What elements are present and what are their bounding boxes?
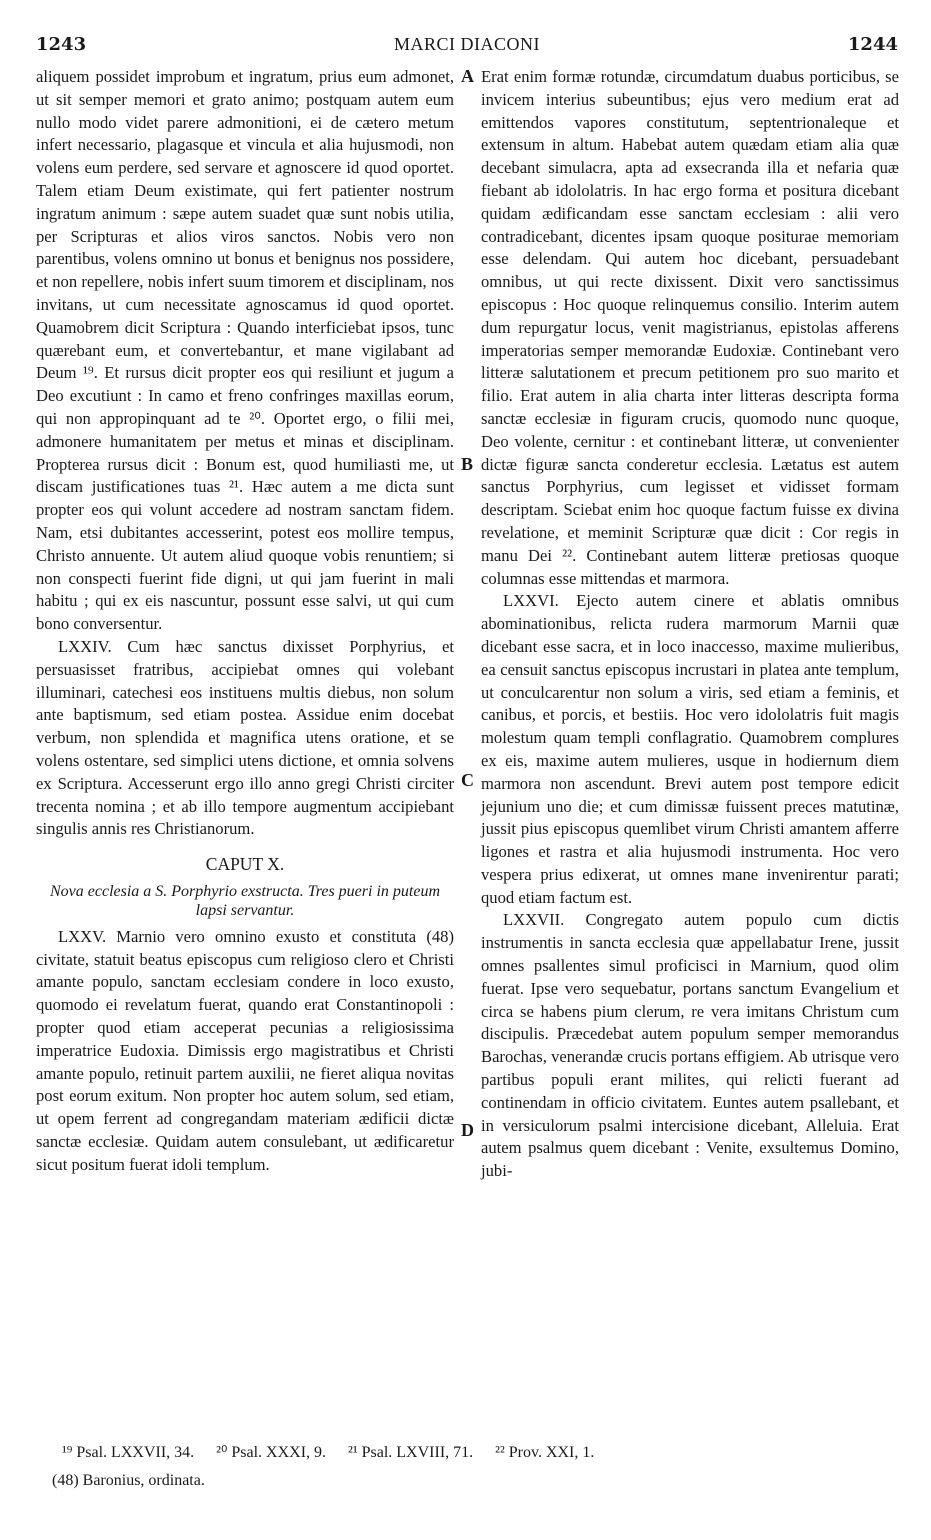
paragraph: LXXIV. Cum hæc sanctus dixisset Porphyrius, et persuasisset fratribus, accipiebat omnes qui volebant illuminari, catechesi eos instituens multis diebus, non solum ante baptismum, sed etiam postea. Assidue enim docebat verbum, non splendida et magnifica utens oratione, et se volens ostentare, sed simplici utens dictione, et omnia solvens ex Scriptura. Accesserunt ergo illo anno gregi Christi circiter trecenta nomina ; et ab illo tempore augmentum accipiebant singulis annis res Christianorum. bbox=[36, 636, 454, 839]
footnote-20: ²⁰ Psal. XXXI, 9. bbox=[216, 1444, 327, 1461]
footnotes bbox=[62, 1442, 612, 1470]
margin-letter-c: C bbox=[461, 770, 474, 790]
editor-note-48: (48) Baronius, ordinata. bbox=[52, 1472, 205, 1489]
footnote-22: ²² Prov. XXI, 1. bbox=[495, 1444, 595, 1461]
page-number-right: 1244 bbox=[847, 34, 898, 55]
footnote-21: ²¹ Psal. LXVIII, 71. bbox=[348, 1444, 474, 1461]
paragraph: LXXV. Marnio vero omnino exusto et constituta (48) civitate, statuit beatus episcopus cum religioso clero et Christi amante populo, sanctam ecclesiam condere in loco exusto, quomodo ei revelatum fuerat, quando erat Constantinopoli : propter quod etiam acceperat pecunias a religiosissima imperatrice Eudoxia. Dimissis ergo magistratibus et Christi amante populo, retinuit partem auxilii, ne fieret aliqua novitas post eorum exitum. Non propter hoc autem solum, sed etiam, ut opem ferrent ad congregandam materiam ædificii dictæ sanctæ ecclesiæ. Quidam autem consulebant, ut ædificaretur sicut positum fuerat idoli templum. bbox=[36, 926, 454, 1174]
chapter-summary: Nova ecclesia a S. Porphyrio exstructa. Tres pueri in puteum lapsi servantur. bbox=[49, 882, 440, 919]
left-column bbox=[36, 66, 454, 1177]
paragraph: LXXVI. Ejecto autem cinere et ablatis omnibus abominationibus, relicta rudera marmorum Marnii quæ dicebant esse sacra, et in loco inaccesso, maxime mulieribus, ea censuit sanctus episcopus incrustari in platea ante templum, ut conculcarentur non solum a viris, sed etiam a feminis, et canibus, et porcis, et bestiis. Hoc vero idololatris fuit magis molestum quam templi conflagratio. Quamobrem complures ex eis, maxime autem mulieres, usque in hodiernum diem marmora non ascendunt. Brevi autem post tempore edicit jejunium uno die; et cum dimissæ fuissent preces matutinæ, jussit pius episcopus quemlibet virum Christi amantem afferre ligones et rastra et alia hujusmodi instrumenta. Hoc vero vespera prius edixerat, ut omnes mane invenirentur parati; quod etiam factum est. bbox=[481, 591, 899, 907]
right-column bbox=[481, 66, 899, 1183]
chapter-heading: CAPUT X. bbox=[205, 854, 285, 875]
paragraph: LXXVII. Congregato autem populo cum dictis instrumentis in sancta ecclesia quæ appellabatur Irene, jussit omnes psallentes simul proficisci in Marnium, quod olim fuerat. Ipse vero sequebatur, portans sanctum Evangelium et circa se habens pium clerum, re vera imitans Christum cum discipulis. Præcedebat autem populum semper memorandus Barochas, venerandæ crucis portans effigiem. Ab utrisque vero partibus populi erant milites, qui relicti fuerant ad continendam in officio civitatem. Euntes autem psallebant, et in versiculorum psalmi intercisione dicebant, Alleluia. Erat autem psalmus quem dicebant : Venite, exsultemus Domino, jubi- bbox=[481, 910, 899, 1181]
margin-letter-b: B bbox=[461, 454, 474, 474]
running-title: MARCI DIACONI bbox=[394, 34, 540, 54]
margin-letter-d: D bbox=[461, 1120, 474, 1140]
page-number-left: 1243 bbox=[36, 34, 87, 55]
footnote-line bbox=[62, 1442, 612, 1462]
page-header bbox=[36, 34, 898, 58]
margin-letter-a: A bbox=[461, 66, 474, 86]
paragraph: aliquem possidet improbum et ingratum, prius eum admonet, ut sit semper memori et grato animo; postquam autem eum nullo modo videt parere admonitioni, ei de cætero metum infert necessario, plagasque et vincula et alia hujusmodi, non volens eum perdere, sed servare et agnoscere id quod oportet. Talem etiam Deum existimate, qui fert patienter nostrum ingratum animum : sæpe autem suadet quæ sunt nobis utilia, per Scripturas et alios viros sanctos. Nobis vero non parentibus, volens omnino ut bonus et benignus nos possidere, et non repellere, nobis infert suum timorem et disciplinam, nos invitans, ut cum necessitate agnoscamus id quod oportet. Quamobrem dicit Scriptura : Quando interficiebat ipsos, tunc quærebant eum, et convertebantur, et mane vigilabant ad Deum ¹⁹. Et rursus dicit propter eos qui resiliunt et jugum a Deo excutiunt : In camo et freno confringes maxillas eorum, qui non appropinquant ad te ²⁰. Oportet ergo, o filii mei, admonere humanitatem per metus et minas et disciplinam. Propterea rursus dicit : Bonum est, quod humiliasti me, ut discam justificationes tuas ²¹. Hæc autem a me dicta sunt propter eos qui volunt accedere ad nostram sanctam fidem. Nam, etsi dubitantes accesserint, potest eos mollire tempus, Christo annuente. Ut autem aliud quoque vobis renuntiem; si non conspecti fuerint fide digni, ut qui jam fuerint in mali habitu ; qui ex eis nascuntur, possunt esse salvi, ut qui cum bono conversentur. bbox=[36, 67, 454, 634]
paragraph: Erat enim formæ rotundæ, circumdatum duabus porticibus, se invicem interius subeuntibus; ejus vero medium erat ad emittendos vapores constitutum, septentrionaleque et extensum in altum. Habebat autem quædam etiam alia quæ decebant simulacra, apta ad exsecranda illa et nefaria quæ fiebant ab idololatris. In hac ergo forma et positura dicebant quidam ædificandam esse sanctam ecclesiam : alii vero contradicebant, dicentes ipsam quoque positurae memoriam esse delendam. Qui autem hoc dicebant, persuadebant omnibus, ut qui recte dixissent. Dixit vero sanctissimus episcopus : Hoc quoque relinquemus consilio. Interim autem dum repurgatur locus, venit magistrianus, epistolas afferens imperatorias semper memorandæ Eudoxiæ. Continebant vero litteræ salutationem et precum petitionem pro suo marito et filio. Erat autem in alia charta inter litteras descripta forma sanctæ ecclesiæ in figuram crucis, quomodo nunc quoque, Deo volente, cernitur : et continebant litteræ, ut convenienter dictæ figuræ sancta conderetur ecclesia. Lætatus est autem sanctus Porphyrius, cum legisset et vidisset formam descriptam. Sciebat enim hoc quoque factum fuisse ex divina revelatione, et meminit Scripturæ quæ dicit : Cor regis in manu Dei ²². Continebant autem litteræ pretiosas quoque columnas esse mittendas et marmora. bbox=[481, 67, 899, 588]
footnote-19: ¹⁹ Psal. LXXVII, 34. bbox=[62, 1444, 195, 1461]
